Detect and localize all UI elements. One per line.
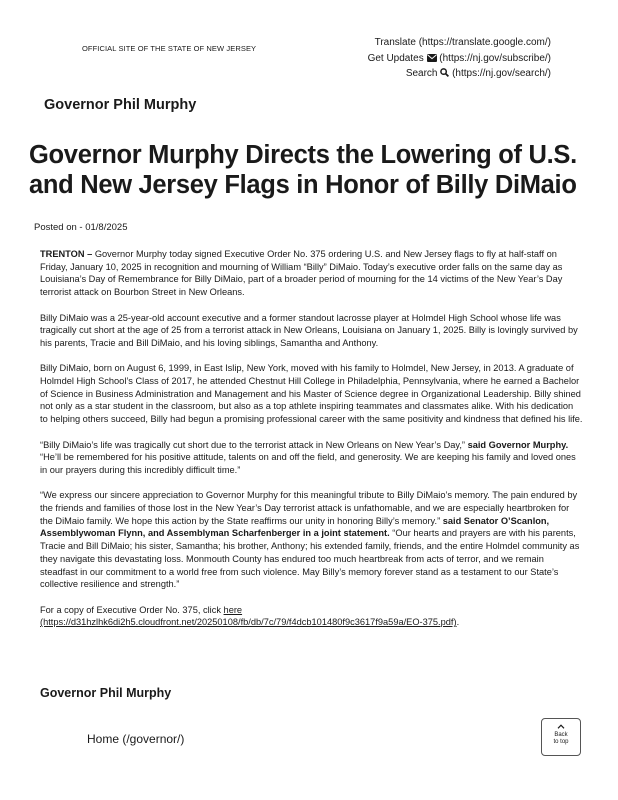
page-title: Governor Murphy Directs the Lowering of U.S. and New Jersey Flags in Honor of Billy DiMaio bbox=[29, 141, 577, 199]
attribution-governor: said Governor Murphy. bbox=[465, 439, 569, 450]
eo-copy-text: For a copy of Executive Order No. 375, click bbox=[40, 604, 224, 615]
official-site-label: OFFICIAL SITE OF THE STATE OF NEW JERSEY bbox=[82, 44, 257, 53]
paragraph-3: Billy DiMaio, born on August 6, 1999, in East Islip, New York, moved with his family to Holmdel, New Jersey, in 2013. A graduate of Holmdel High School’s Class of 2017, he attended Chestnut Hill College in Philadelphia, Pennsylvania, where he earned a Bachelor of Science in Business Administration and Management and his Master of Science degree in Organizational Leadership. Billy shined not only as a star student in the classroom, but also as a top athlete inspiring teammates and classmates alike. With his dedication to helping others succeed, Billy had begun a promising professional career with the same positivity and kindness that defined his life. bbox=[40, 363, 583, 425]
back-to-top-label-1: Back bbox=[554, 732, 568, 738]
attribution-legislators: said Senator O’Scanlon, Assemblywoman Flynn, and Assemblyman Scharfenberger in a joint statement. bbox=[40, 515, 550, 539]
footer-home-link[interactable]: Home (/governor/) bbox=[87, 732, 185, 746]
quote-governor-cont: “He’ll be remembered for his positive attitude, talents on and off the field, and generosity. We are keeping his family and loved ones in our prayers during this incredibly difficult time.” bbox=[40, 452, 576, 475]
quote-legislators-cont: “Our hearts and prayers are with his parents, Tracie and Bill DiMaio; his sister, Samantha; his brother, Anthony; his extended family, friends, and the entire Holmdel community as they navigate this devastating loss. Monmouth County has endured too much heartbreak from acts of terror, and we remain steadfast in our commitment to a world free from such violence. May Billy’s memory forever stand as a testament to our State’s collective resilience and strength.” bbox=[40, 528, 580, 590]
paragraph-5 bbox=[40, 489, 583, 591]
footer-nav bbox=[87, 732, 184, 746]
dateline: TRENTON – bbox=[40, 249, 93, 259]
footer-brand: Governor Phil Murphy bbox=[40, 686, 172, 700]
site-brand[interactable]: Governor Phil Murphy bbox=[44, 97, 197, 113]
translate-link[interactable]: Translate (https://translate.google.com/) bbox=[374, 37, 551, 48]
search-label: Search bbox=[405, 68, 438, 79]
get-updates-label: Get Updates bbox=[367, 52, 424, 64]
utility-links bbox=[368, 35, 551, 82]
article-body bbox=[40, 248, 583, 642]
get-updates-url: (https://nj.gov/subscribe/) bbox=[439, 52, 551, 64]
quote-governor: “Billy DiMaio’s life was tragically cut short due to the terrorist attack in New Orleans on New Year’s Day,” bbox=[40, 439, 465, 450]
back-to-top-label-2: to top bbox=[553, 739, 569, 745]
paragraph-1-text: Governor Murphy today signed Executive Order No. 375 ordering U.S. and New Jersey flags to fly at half-staff on Friday, January 10, 2025 in recognition and mourning of William “Billy” DiMaio. Today’s executive order falls on the same day as Louisiana’s Day of Remembrance for Billy DiMaio, part of a broader period of mourning for the 14 victims of the New Year’s Day terrorist attack on Bourbon Street in New Orleans. bbox=[40, 249, 563, 298]
search-link[interactable] bbox=[368, 66, 551, 82]
search-icon bbox=[440, 68, 449, 77]
posted-date: Posted on - 01/8/2025 bbox=[34, 222, 128, 233]
paragraph-1 bbox=[40, 248, 583, 299]
get-updates-link[interactable] bbox=[368, 51, 551, 67]
paragraph-2: Billy DiMaio was a 25-year-old account executive and a former standout lacrosse player at Holmdel High School whose life was tragically cut short at the age of 25 from a terrorist attack in New Orleans, Louisiana on January 1, 2025. Billy is lovingly survived by his parents, Tracie and Bill DiMaio, and his loving siblings, Samantha and Anthony. bbox=[40, 312, 578, 348]
eo-copy-end: . bbox=[456, 617, 460, 628]
paragraph-6 bbox=[40, 604, 583, 629]
eo-375-link[interactable]: here (https://d31hzlhk6di2h5.cloudfront.net/20250108/fb/db/7c/79/f4dcb101480f9c3617f9a59a/EO-375.pdf) bbox=[40, 604, 457, 628]
quote-legislators: “We express our sincere appreciation to Governor Murphy for this meaningful tribute to Billy DiMaio’s memory. The pain endured by the friends and families of those lost in the New Year’s Day terrorist attack is unfathomable, and we are especially heartbroken for the DiMaio family. We hope this action by the State reaffirms our unity in honoring Billy’s memory.” bbox=[40, 490, 578, 526]
search-url: (https://nj.gov/search/) bbox=[452, 68, 551, 79]
envelope-icon bbox=[427, 54, 437, 62]
paragraph-4 bbox=[40, 439, 583, 477]
chevron-up-icon bbox=[557, 724, 565, 729]
back-to-top-button[interactable] bbox=[541, 718, 581, 756]
